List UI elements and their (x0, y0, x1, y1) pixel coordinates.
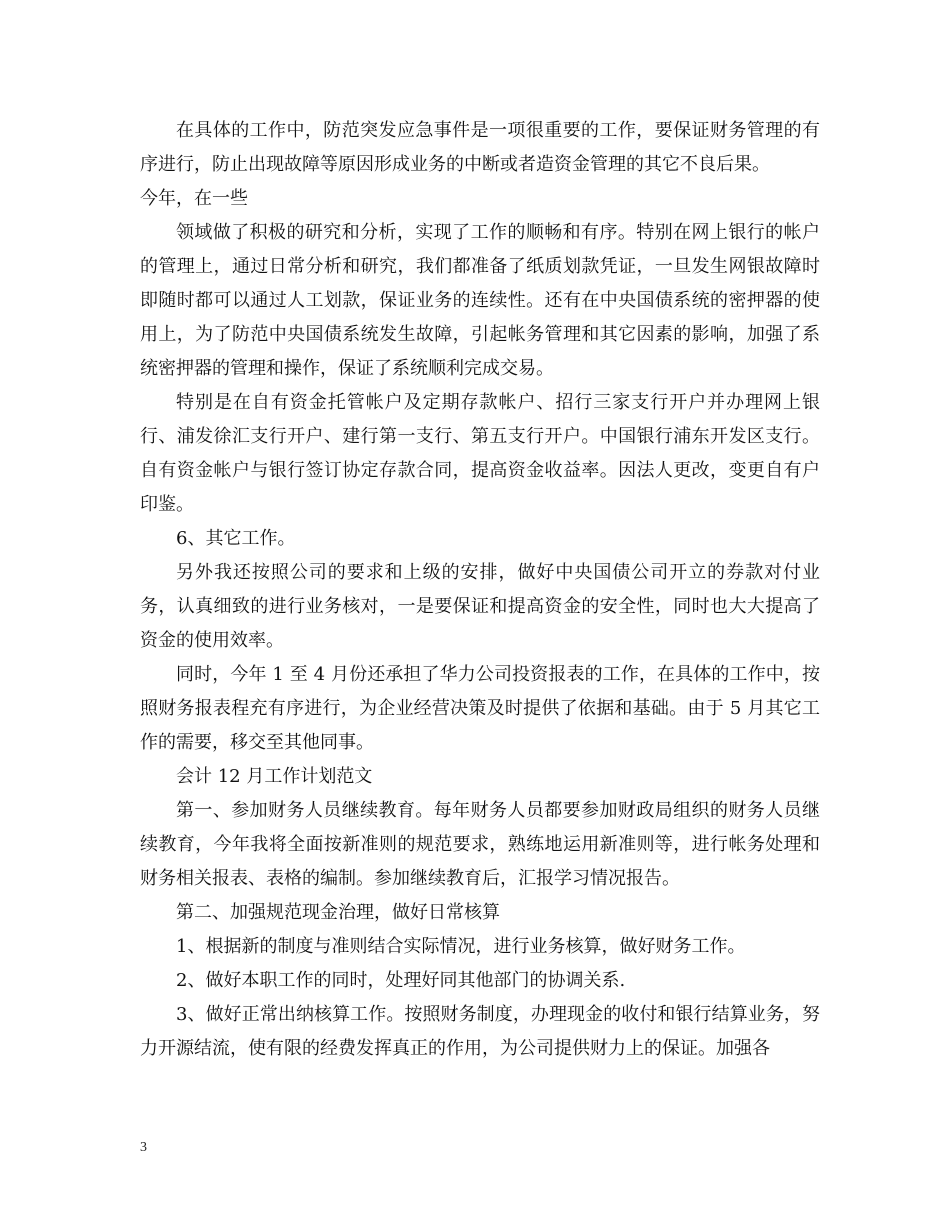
document-body (140, 114, 820, 1066)
paragraph: 领域做了积极的研究和分析，实现了工作的顺畅和有序。特别在网上银行的帐户的管理上，通过日常分析和研究，我们都准备了纸质划款凭证，一旦发生网银故障时即随时都可以通过人工划款，保证业务的连续性。还有在中央国债系统的密押器的使用上，为了防范中央国债系统发生故障，引起帐务管理和其它因素的影响，加强了系统密押器的管理和操作，保证了系统顺利完成交易。 (140, 222, 820, 379)
paragraph: 1、根据新的制度与准则结合实际情况，进行业务核算，做好财务工作。 (176, 936, 746, 957)
paragraph: 6、其它工作。 (176, 528, 296, 549)
paragraph: 2、做好本职工作的同时，处理好同其他部门的协调关系. (176, 970, 626, 991)
paragraph: 另外我还按照公司的要求和上级的安排，做好中央国债公司开立的券款对付业务，认真细致的进行业务核对，一是要保证和提高资金的安全性，同时也大大提高了资金的使用效率。 (140, 562, 820, 651)
paragraph: 特别是在自有资金托管帐户及定期存款帐户、招行三家支行开户并办理网上银行、浦发徐汇支行开户、建行第一支行、第五支行开户。中国银行浦东开发区支行。自有资金帐户与银行签订协定存款合同，提高资金收益率。因法人更改，变更自有户印鉴。 (140, 392, 820, 515)
paragraph: 今年，在一些 (140, 188, 248, 209)
paragraph: 同时，今年 1 至 4 月份还承担了华力公司投资报表的工作，在具体的工作中，按照财务报表程充有序进行，为企业经营决策及时提供了依据和基础。由于 5 月其它工作的需要，移交至其他同事。 (140, 664, 820, 753)
paragraph: 第二、加强规范现金治理，做好日常核算 (176, 902, 500, 923)
paragraph: 3、做好正常出纳核算工作。按照财务制度，办理现金的收付和银行结算业务，努力开源结流，使有限的经费发挥真正的作用，为公司提供财力上的保证。加强各 (140, 1004, 820, 1059)
section-heading: 会计 12 月工作计划范文 (176, 766, 373, 787)
paragraph: 在具体的工作中，防范突发应急事件是一项很重要的工作，要保证财务管理的有序进行，防止出现故障等原因形成业务的中断或者造资金管理的其它不良后果。 (140, 120, 820, 175)
page-number: 3 (140, 1140, 147, 1155)
paragraph: 第一、参加财务人员继续教育。每年财务人员都要参加财政局组织的财务人员继续教育，今年我将全面按新准则的规范要求，熟练地运用新准则等，进行帐务处理和财务相关报表、表格的编制。参加继续教育后，汇报学习情况报告。 (140, 800, 820, 889)
